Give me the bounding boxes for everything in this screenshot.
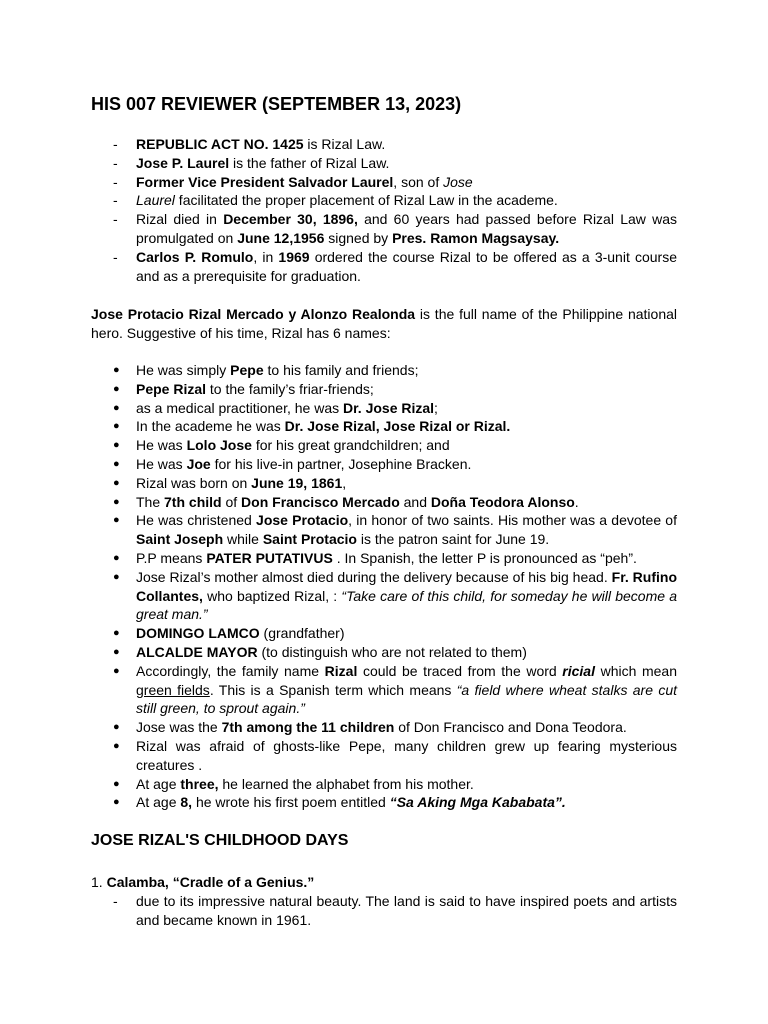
text-run: Fr. Rufino Collantes, <box>136 568 677 604</box>
text-run: He was <box>136 455 187 472</box>
text-run: Doña Teodora Alonso <box>430 493 575 510</box>
text-run: Jose <box>443 173 473 190</box>
text-run: to the family’s friar-friends; <box>206 380 374 397</box>
text-run: Lolo Jose <box>186 437 252 454</box>
bullet-marker: ● <box>113 551 120 564</box>
text-run: due to its impressive natural beauty. The land is said to have inspired poets and artists and became known in 1961. <box>136 893 677 928</box>
text-run: Rizal was afraid of ghosts-like Pepe, many children grew up fearing mysterious creatures . <box>136 737 677 773</box>
bullet-marker: ● <box>113 476 120 489</box>
text-run: ordered the course Rizal to be offered as a 3-unit course and as a prerequisite for graduation. <box>136 248 677 284</box>
text-run: Accordingly, the family name <box>136 662 325 679</box>
text-run: P.P means <box>136 549 207 566</box>
text-run: ; <box>434 399 438 416</box>
text-run: Former Vice President Salvador Laurel <box>136 173 394 190</box>
text-run: Pepe Rizal <box>136 380 207 397</box>
text-run: At age <box>136 794 181 811</box>
list-item <box>91 210 677 248</box>
subheading-text: Calamba, “Cradle of a Genius.” <box>102 874 315 890</box>
text-run: , son of <box>393 173 444 190</box>
text-run: while <box>223 531 263 548</box>
text-run: ricial <box>562 662 595 679</box>
dash-marker: - <box>113 154 118 171</box>
text-run: Joe <box>186 455 211 472</box>
bullet-marker: ● <box>113 777 120 790</box>
list-item <box>91 493 677 512</box>
text-run: Jose was the <box>136 719 222 736</box>
text-run: , <box>342 474 347 491</box>
bullet-marker: ● <box>113 495 120 508</box>
text-run: of Don Francisco and Dona Teodora. <box>394 719 627 736</box>
text-run: he learned the alphabet from his mother. <box>218 775 474 792</box>
text-run: At age <box>136 775 181 792</box>
text-run: is Rizal Law. <box>303 136 386 152</box>
text-run: is the father of Rizal Law. <box>229 154 390 171</box>
text-run: He was <box>136 437 187 454</box>
list-item <box>91 474 677 493</box>
intro-paragraph <box>91 305 677 343</box>
list-item <box>91 511 677 549</box>
dash-marker: - <box>113 192 118 209</box>
text-run: who baptized Rizal, : <box>202 587 342 604</box>
text-run: June 19, 1861 <box>251 474 343 491</box>
list-item <box>91 173 677 192</box>
text-run: green fields <box>136 681 210 698</box>
text-run: could be traced from the word <box>357 662 563 679</box>
text-run: “Sa Aking Mga Kababata”. <box>389 794 566 811</box>
document-title: HIS 007 REVIEWER (SEPTEMBER 13, 2023) <box>91 94 462 114</box>
text-run: 8, <box>180 794 193 811</box>
text-run: Rizal <box>324 662 358 679</box>
list-item <box>91 568 677 624</box>
text-run: (to distinguish who are not related to them) <box>257 643 527 660</box>
bullet-marker: ● <box>113 645 120 658</box>
list-item <box>91 436 677 455</box>
text-run: June 12,1956 <box>237 229 325 246</box>
list-item <box>91 154 677 173</box>
text-run: as a medical practitioner, he was <box>136 399 343 416</box>
bullet-marker: ● <box>113 721 120 734</box>
text-run: Laurel <box>136 192 175 209</box>
bullet-marker: ● <box>113 420 120 433</box>
text-run: (grandfather) <box>259 625 345 642</box>
text-run: REPUBLIC ACT NO. 1425 <box>136 136 304 152</box>
text-run: Rizal died in <box>136 211 224 228</box>
bullet-marker: ● <box>113 627 120 640</box>
text-run: Jose P. Laurel <box>136 154 230 171</box>
list-item <box>91 248 677 286</box>
bullet-marker: ● <box>113 796 120 809</box>
text-run: Saint Joseph <box>136 531 224 548</box>
text-run: “Take care of this child, for someday he will become a great man.” <box>136 587 677 623</box>
bullet-marker: ● <box>113 664 120 677</box>
text-run: ALCALDE MAYOR <box>136 643 258 660</box>
list-item <box>91 455 677 474</box>
dash-marker: - <box>113 248 118 265</box>
text-run: he wrote his first poem entitled <box>192 794 390 811</box>
text-run: for his live-in partner, Josephine Bracken. <box>210 455 472 472</box>
text-run: In the academe he was <box>136 418 285 435</box>
text-run: Rizal was born on <box>136 474 252 491</box>
text-run: Dr. Jose Rizal, Jose Rizal or Rizal. <box>284 418 511 435</box>
text-run: is the patron saint for June 19. <box>356 531 550 548</box>
list-item <box>91 417 677 436</box>
text-run: December 30, 1896, <box>223 211 358 228</box>
subheading <box>91 873 677 892</box>
text-run: Saint Protacio <box>262 531 357 548</box>
list-item <box>91 135 677 154</box>
bullet-marker: ● <box>113 457 120 470</box>
subheading-number: 1. <box>91 874 103 890</box>
text-run: 1969 <box>278 248 310 265</box>
text-run: of <box>221 493 242 510</box>
text-run: , in honor of two saints. His mother was a devotee of <box>348 512 677 529</box>
list-item <box>91 662 677 718</box>
list-item <box>91 380 677 399</box>
bullet-marker: ● <box>113 739 120 752</box>
text-run: which mean <box>594 662 677 679</box>
list-item <box>91 624 677 643</box>
list-item <box>91 191 677 210</box>
text-run: Carlos P. Romulo <box>136 248 254 265</box>
dash-marker: - <box>113 893 118 909</box>
bullet-marker: ● <box>113 364 120 376</box>
text-run: for his great grandchildren; and <box>251 437 450 454</box>
list-item <box>91 361 677 380</box>
dash-marker: - <box>113 211 118 228</box>
bullet-marker: ● <box>113 514 120 527</box>
text-run: DOMINGO LAMCO <box>136 625 260 642</box>
dash-marker: - <box>113 136 118 152</box>
text-run: , in <box>253 248 279 265</box>
section-heading: JOSE RIZAL'S CHILDHOOD DAYS <box>91 832 349 849</box>
text-run: is the full name of the Philippine national hero. Suggestive of his time, Rizal has 6 names: <box>91 306 677 341</box>
text-run: three, <box>180 775 219 792</box>
text-run: and <box>399 493 431 510</box>
text-run: Jose Protacio <box>256 512 349 529</box>
list-item <box>91 793 677 812</box>
bullet-marker: ● <box>113 439 120 452</box>
text-run: Jose Protacio Rizal Mercado y Alonzo Realonda <box>91 306 416 322</box>
bullet-marker: ● <box>113 570 120 583</box>
text-run: He was simply <box>136 362 231 378</box>
bullet-marker: ● <box>113 401 120 414</box>
text-run: Pepe <box>230 362 264 378</box>
text-run: The <box>136 493 165 510</box>
text-run: . This is a Spanish term which means <box>209 681 457 698</box>
text-run: “a field where wheat stalks are cut still green, to sprout again.” <box>136 681 677 717</box>
list-item <box>91 718 677 737</box>
dash-marker: - <box>113 173 118 190</box>
text-run: . In Spanish, the letter P is pronounced as “peh”. <box>332 549 637 566</box>
text-run: Dr. Jose Rizal <box>343 399 435 416</box>
list-item <box>91 643 677 662</box>
list-item <box>91 399 677 418</box>
text-run: facilitated the proper placement of Rizal Law in the academe. <box>174 192 558 209</box>
rizal-facts-list <box>91 361 677 812</box>
text-run: and 60 years had passed before Rizal Law was promulgated on <box>136 211 678 246</box>
text-run: to his family and friends; <box>263 362 419 378</box>
bullet-marker: ● <box>113 382 120 395</box>
list-item <box>91 737 677 775</box>
text-run: 7th child <box>164 493 222 510</box>
text-run: 7th among the 11 children <box>221 719 395 736</box>
list-item <box>91 549 677 568</box>
text-run: Don Francisco Mercado <box>241 493 400 510</box>
calamba-list <box>91 892 677 930</box>
text-run: . <box>574 493 579 510</box>
rizal-law-list <box>91 135 677 285</box>
text-run: Pres. Ramon Magsaysay. <box>392 229 560 246</box>
text-run: PATER PUTATIVUS <box>206 549 333 566</box>
list-item <box>91 775 677 794</box>
text-run: He was christened <box>136 512 257 529</box>
text-run: Jose Rizal’s mother almost died during the delivery because of his big head. <box>136 568 612 585</box>
text-run: signed by <box>324 229 393 246</box>
list-item <box>91 892 677 930</box>
